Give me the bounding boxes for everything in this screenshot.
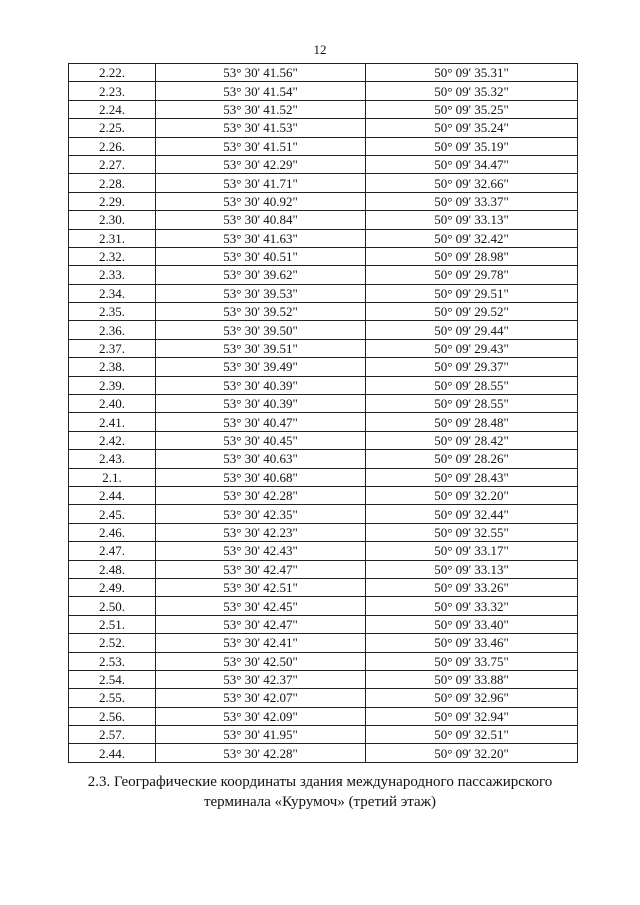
latitude-cell: 53° 30' 42.41" bbox=[156, 634, 366, 652]
point-number-cell: 2.23. bbox=[69, 82, 156, 100]
table-row bbox=[69, 119, 578, 137]
longitude-cell: 50° 09' 35.25" bbox=[366, 100, 578, 118]
longitude-cell: 50° 09' 32.55" bbox=[366, 523, 578, 541]
latitude-cell: 53° 30' 40.47" bbox=[156, 413, 366, 431]
latitude-cell: 53° 30' 41.52" bbox=[156, 100, 366, 118]
longitude-cell: 50° 09' 32.20" bbox=[366, 744, 578, 762]
longitude-cell: 50° 09' 32.94" bbox=[366, 707, 578, 725]
longitude-cell: 50° 09' 32.96" bbox=[366, 689, 578, 707]
longitude-cell: 50° 09' 29.44" bbox=[366, 321, 578, 339]
longitude-cell: 50° 09' 33.46" bbox=[366, 634, 578, 652]
latitude-cell: 53° 30' 42.50" bbox=[156, 652, 366, 670]
point-number-cell: 2.51. bbox=[69, 615, 156, 633]
table-row bbox=[69, 689, 578, 707]
latitude-cell: 53° 30' 40.63" bbox=[156, 450, 366, 468]
longitude-cell: 50° 09' 29.43" bbox=[366, 339, 578, 357]
point-number-cell: 2.29. bbox=[69, 192, 156, 210]
latitude-cell: 53° 30' 42.37" bbox=[156, 670, 366, 688]
table-row bbox=[69, 707, 578, 725]
point-number-cell: 2.41. bbox=[69, 413, 156, 431]
longitude-cell: 50° 09' 33.37" bbox=[366, 192, 578, 210]
table-row bbox=[69, 652, 578, 670]
longitude-cell: 50° 09' 32.51" bbox=[366, 726, 578, 744]
point-number-cell: 2.57. bbox=[69, 726, 156, 744]
table-row bbox=[69, 578, 578, 596]
point-number-cell: 2.40. bbox=[69, 395, 156, 413]
longitude-cell: 50° 09' 33.75" bbox=[366, 652, 578, 670]
table-row bbox=[69, 358, 578, 376]
latitude-cell: 53° 30' 42.47" bbox=[156, 560, 366, 578]
longitude-cell: 50° 09' 33.32" bbox=[366, 597, 578, 615]
table-row bbox=[69, 266, 578, 284]
longitude-cell: 50° 09' 34.47" bbox=[366, 155, 578, 173]
latitude-cell: 53° 30' 40.39" bbox=[156, 376, 366, 394]
point-number-cell: 2.26. bbox=[69, 137, 156, 155]
longitude-cell: 50° 09' 33.13" bbox=[366, 560, 578, 578]
latitude-cell: 53° 30' 41.71" bbox=[156, 174, 366, 192]
longitude-cell: 50° 09' 32.44" bbox=[366, 505, 578, 523]
table-row bbox=[69, 192, 578, 210]
longitude-cell: 50° 09' 32.42" bbox=[366, 229, 578, 247]
longitude-cell: 50° 09' 35.24" bbox=[366, 119, 578, 137]
latitude-cell: 53° 30' 41.51" bbox=[156, 137, 366, 155]
section-caption bbox=[60, 772, 580, 812]
caption-line-1: 2.3. Географические координаты здания международного пассажирского bbox=[87, 774, 553, 790]
latitude-cell: 53° 30' 40.84" bbox=[156, 211, 366, 229]
longitude-cell: 50° 09' 35.31" bbox=[366, 64, 578, 82]
table-row bbox=[69, 339, 578, 357]
longitude-cell: 50° 09' 28.42" bbox=[366, 431, 578, 449]
latitude-cell: 53° 30' 42.43" bbox=[156, 542, 366, 560]
longitude-cell: 50° 09' 32.66" bbox=[366, 174, 578, 192]
point-number-cell: 2.37. bbox=[69, 339, 156, 357]
latitude-cell: 53° 30' 42.09" bbox=[156, 707, 366, 725]
point-number-cell: 2.32. bbox=[69, 247, 156, 265]
longitude-cell: 50° 09' 33.17" bbox=[366, 542, 578, 560]
table-row bbox=[69, 82, 578, 100]
latitude-cell: 53° 30' 40.39" bbox=[156, 395, 366, 413]
longitude-cell: 50° 09' 29.78" bbox=[366, 266, 578, 284]
table-row bbox=[69, 229, 578, 247]
latitude-cell: 53° 30' 41.53" bbox=[156, 119, 366, 137]
latitude-cell: 53° 30' 41.95" bbox=[156, 726, 366, 744]
table-row bbox=[69, 321, 578, 339]
table-row bbox=[69, 431, 578, 449]
longitude-cell: 50° 09' 29.51" bbox=[366, 284, 578, 302]
point-number-cell: 2.53. bbox=[69, 652, 156, 670]
table-row bbox=[69, 634, 578, 652]
point-number-cell: 2.55. bbox=[69, 689, 156, 707]
longitude-cell: 50° 09' 33.88" bbox=[366, 670, 578, 688]
table-row bbox=[69, 303, 578, 321]
table-row bbox=[69, 376, 578, 394]
longitude-cell: 50° 09' 33.26" bbox=[366, 578, 578, 596]
point-number-cell: 2.1. bbox=[69, 468, 156, 486]
point-number-cell: 2.38. bbox=[69, 358, 156, 376]
latitude-cell: 53° 30' 41.63" bbox=[156, 229, 366, 247]
table-row bbox=[69, 744, 578, 762]
longitude-cell: 50° 09' 28.55" bbox=[366, 376, 578, 394]
point-number-cell: 2.47. bbox=[69, 542, 156, 560]
point-number-cell: 2.49. bbox=[69, 578, 156, 596]
table-row bbox=[69, 468, 578, 486]
latitude-cell: 53° 30' 42.07" bbox=[156, 689, 366, 707]
table-row bbox=[69, 450, 578, 468]
table-row bbox=[69, 64, 578, 82]
latitude-cell: 53° 30' 39.50" bbox=[156, 321, 366, 339]
latitude-cell: 53° 30' 39.62" bbox=[156, 266, 366, 284]
latitude-cell: 53° 30' 42.28" bbox=[156, 486, 366, 504]
point-number-cell: 2.42. bbox=[69, 431, 156, 449]
table-row bbox=[69, 413, 578, 431]
latitude-cell: 53° 30' 42.29" bbox=[156, 155, 366, 173]
latitude-cell: 53° 30' 39.49" bbox=[156, 358, 366, 376]
point-number-cell: 2.45. bbox=[69, 505, 156, 523]
longitude-cell: 50° 09' 28.43" bbox=[366, 468, 578, 486]
point-number-cell: 2.46. bbox=[69, 523, 156, 541]
latitude-cell: 53° 30' 42.23" bbox=[156, 523, 366, 541]
point-number-cell: 2.44. bbox=[69, 486, 156, 504]
latitude-cell: 53° 30' 40.45" bbox=[156, 431, 366, 449]
point-number-cell: 2.54. bbox=[69, 670, 156, 688]
latitude-cell: 53° 30' 42.28" bbox=[156, 744, 366, 762]
table-row bbox=[69, 100, 578, 118]
table-row bbox=[69, 211, 578, 229]
latitude-cell: 53° 30' 42.51" bbox=[156, 578, 366, 596]
point-number-cell: 2.44. bbox=[69, 744, 156, 762]
point-number-cell: 2.28. bbox=[69, 174, 156, 192]
latitude-cell: 53° 30' 40.68" bbox=[156, 468, 366, 486]
longitude-cell: 50° 09' 32.20" bbox=[366, 486, 578, 504]
longitude-cell: 50° 09' 29.52" bbox=[366, 303, 578, 321]
point-number-cell: 2.56. bbox=[69, 707, 156, 725]
table-row bbox=[69, 395, 578, 413]
latitude-cell: 53° 30' 41.54" bbox=[156, 82, 366, 100]
table-row bbox=[69, 726, 578, 744]
point-number-cell: 2.30. bbox=[69, 211, 156, 229]
point-number-cell: 2.43. bbox=[69, 450, 156, 468]
table-row bbox=[69, 155, 578, 173]
latitude-cell: 53° 30' 41.56" bbox=[156, 64, 366, 82]
longitude-cell: 50° 09' 33.13" bbox=[366, 211, 578, 229]
table-row bbox=[69, 174, 578, 192]
table-row bbox=[69, 523, 578, 541]
point-number-cell: 2.52. bbox=[69, 634, 156, 652]
table-row bbox=[69, 486, 578, 504]
point-number-cell: 2.27. bbox=[69, 155, 156, 173]
latitude-cell: 53° 30' 39.52" bbox=[156, 303, 366, 321]
point-number-cell: 2.50. bbox=[69, 597, 156, 615]
point-number-cell: 2.39. bbox=[69, 376, 156, 394]
point-number-cell: 2.34. bbox=[69, 284, 156, 302]
longitude-cell: 50° 09' 33.40" bbox=[366, 615, 578, 633]
table-row bbox=[69, 670, 578, 688]
longitude-cell: 50° 09' 28.98" bbox=[366, 247, 578, 265]
point-number-cell: 2.22. bbox=[69, 64, 156, 82]
table-row bbox=[69, 247, 578, 265]
longitude-cell: 50° 09' 35.32" bbox=[366, 82, 578, 100]
point-number-cell: 2.31. bbox=[69, 229, 156, 247]
latitude-cell: 53° 30' 40.92" bbox=[156, 192, 366, 210]
point-number-cell: 2.36. bbox=[69, 321, 156, 339]
table-row bbox=[69, 542, 578, 560]
longitude-cell: 50° 09' 28.55" bbox=[366, 395, 578, 413]
coordinates-table bbox=[68, 63, 578, 763]
table-row bbox=[69, 284, 578, 302]
longitude-cell: 50° 09' 28.48" bbox=[366, 413, 578, 431]
table-row bbox=[69, 615, 578, 633]
latitude-cell: 53° 30' 42.45" bbox=[156, 597, 366, 615]
point-number-cell: 2.25. bbox=[69, 119, 156, 137]
latitude-cell: 53° 30' 39.51" bbox=[156, 339, 366, 357]
latitude-cell: 53° 30' 42.47" bbox=[156, 615, 366, 633]
point-number-cell: 2.48. bbox=[69, 560, 156, 578]
point-number-cell: 2.33. bbox=[69, 266, 156, 284]
point-number-cell: 2.24. bbox=[69, 100, 156, 118]
caption-line-2: терминала «Курумоч» (третий этаж) bbox=[203, 794, 437, 810]
table-row bbox=[69, 597, 578, 615]
longitude-cell: 50° 09' 28.26" bbox=[366, 450, 578, 468]
latitude-cell: 53° 30' 39.53" bbox=[156, 284, 366, 302]
table-row bbox=[69, 505, 578, 523]
table-row bbox=[69, 560, 578, 578]
page-number: 12 bbox=[313, 42, 327, 57]
longitude-cell: 50° 09' 29.37" bbox=[366, 358, 578, 376]
longitude-cell: 50° 09' 35.19" bbox=[366, 137, 578, 155]
point-number-cell: 2.35. bbox=[69, 303, 156, 321]
latitude-cell: 53° 30' 42.35" bbox=[156, 505, 366, 523]
latitude-cell: 53° 30' 40.51" bbox=[156, 247, 366, 265]
table-row bbox=[69, 137, 578, 155]
